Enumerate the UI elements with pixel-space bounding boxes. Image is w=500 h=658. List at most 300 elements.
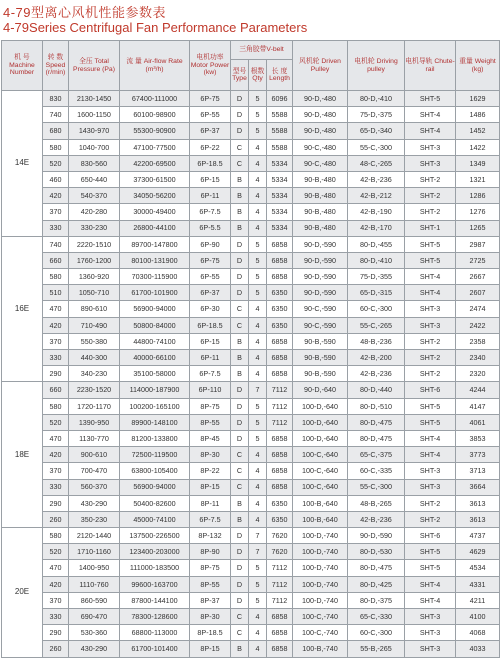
table-cell: 2987 [456, 236, 500, 252]
table-cell: 78300-128600 [120, 609, 190, 625]
table-cell: 50400-82600 [120, 495, 190, 511]
table-cell: 80-D,-410 [348, 91, 405, 107]
table-cell: 8P-90 [190, 544, 231, 560]
table-cell: 370 [43, 592, 69, 608]
table-cell: 4 [249, 350, 267, 366]
table-cell: 4 [249, 641, 267, 657]
table-row [2, 463, 500, 479]
table-cell: 4 [249, 625, 267, 641]
table-cell: 1321 [456, 171, 500, 187]
table-cell: 6P-11 [190, 188, 231, 204]
table-cell: 4 [249, 609, 267, 625]
table-cell: 330 [43, 479, 69, 495]
table-row [2, 511, 500, 527]
table-cell: 430-290 [69, 495, 120, 511]
table-cell: 5 [249, 252, 267, 268]
table-cell: 90-D,-480 [293, 91, 348, 107]
table-cell: D [231, 430, 249, 446]
table-cell: SHT-2 [405, 350, 456, 366]
table-cell: 5 [249, 236, 267, 252]
table-cell: 330 [43, 609, 69, 625]
table-cell: 8P-30 [190, 609, 231, 625]
table-cell: 2474 [456, 301, 500, 317]
table-cell: 90-B,-480 [293, 171, 348, 187]
table-cell: 8P-22 [190, 463, 231, 479]
table-cell: 420 [43, 576, 69, 592]
machine-number-cell: 18E [2, 382, 43, 528]
table-cell: 860-590 [69, 592, 120, 608]
table-cell: 90-D,-480 [293, 123, 348, 139]
table-cell: 1710-1160 [69, 544, 120, 560]
table-cell: 440-300 [69, 350, 120, 366]
table-cell: 34050-56200 [120, 188, 190, 204]
table-cell: 100-D,-640 [293, 398, 348, 414]
table-cell: SHT-4 [405, 592, 456, 608]
table-cell: 1760-1200 [69, 252, 120, 268]
table-cell: C [231, 463, 249, 479]
table-cell: SHT-3 [405, 625, 456, 641]
table-row [2, 333, 500, 349]
table-cell: 40000-66100 [120, 350, 190, 366]
table-cell: 1130-770 [69, 430, 120, 446]
table-row [2, 123, 500, 139]
table-cell: B [231, 366, 249, 382]
table-cell: 1050-710 [69, 285, 120, 301]
table-cell: SHT-5 [405, 560, 456, 576]
table-cell: D [231, 91, 249, 107]
table-cell: 50800-84000 [120, 317, 190, 333]
table-cell: 30000-49400 [120, 204, 190, 220]
table-cell: 5 [249, 576, 267, 592]
table-row [2, 447, 500, 463]
table-cell: 470 [43, 560, 69, 576]
table-cell: 80-D,-510 [348, 398, 405, 414]
table-cell: 100-C,-640 [293, 479, 348, 495]
header-length: 长 度 Length [267, 60, 293, 91]
table-cell: 90-D,-590 [293, 236, 348, 252]
table-cell: 80-D,-530 [348, 544, 405, 560]
table-row [2, 204, 500, 220]
table-cell: 5 [249, 430, 267, 446]
table-cell: 60-C,-300 [348, 301, 405, 317]
table-cell: 8P-30 [190, 447, 231, 463]
table-cell: 61700-101400 [120, 641, 190, 657]
table-row [2, 609, 500, 625]
table-cell: 1286 [456, 188, 500, 204]
table-row [2, 495, 500, 511]
table-cell: SHT-3 [405, 317, 456, 333]
table-cell: 330-230 [69, 220, 120, 236]
table-cell: 60-C,-300 [348, 625, 405, 641]
table-cell: 290 [43, 625, 69, 641]
table-cell: 4100 [456, 609, 500, 625]
table-cell: 100-D,-740 [293, 528, 348, 544]
table-cell: D [231, 236, 249, 252]
table-cell: 6350 [267, 511, 293, 527]
table-cell: 370 [43, 463, 69, 479]
table-cell: 470 [43, 301, 69, 317]
table-cell: D [231, 123, 249, 139]
table-cell: 530-360 [69, 625, 120, 641]
table-cell: 80-D,-425 [348, 576, 405, 592]
table-cell: 55-C,-300 [348, 139, 405, 155]
table-cell: 87800-144100 [120, 592, 190, 608]
table-cell: 2725 [456, 252, 500, 268]
table-cell: 2220-1510 [69, 236, 120, 252]
table-row [2, 592, 500, 608]
header-machine: 机 号 Machine Number [2, 41, 43, 91]
table-cell: 44800-74100 [120, 333, 190, 349]
table-cell: C [231, 317, 249, 333]
table-cell: 42-B,-190 [348, 204, 405, 220]
table-row [2, 398, 500, 414]
table-cell: 8P-15 [190, 641, 231, 657]
table-cell: 6P-75 [190, 252, 231, 268]
table-row [2, 382, 500, 398]
table-cell: 100-B,-640 [293, 495, 348, 511]
table-cell: SHT-2 [405, 366, 456, 382]
table-cell: 5 [249, 285, 267, 301]
table-cell: 70300-115900 [120, 269, 190, 285]
table-cell: 430-290 [69, 641, 120, 657]
table-cell: 4 [249, 188, 267, 204]
table-cell: 90-B,-480 [293, 204, 348, 220]
table-cell: 56900-94000 [120, 479, 190, 495]
table-cell: 6858 [267, 236, 293, 252]
table-cell: 5 [249, 91, 267, 107]
table-cell: D [231, 414, 249, 430]
table-cell: 370 [43, 333, 69, 349]
header-chute: 电机导轨 Chute-rail [405, 41, 456, 91]
table-cell: 4534 [456, 560, 500, 576]
table-cell: 8P-75 [190, 398, 231, 414]
table-cell: 6P-75 [190, 91, 231, 107]
table-cell: SHT-4 [405, 576, 456, 592]
table-cell: 290 [43, 366, 69, 382]
table-cell: 81200-133800 [120, 430, 190, 446]
table-cell: 6858 [267, 447, 293, 463]
table-cell: 6P-5.5 [190, 220, 231, 236]
table-cell: 5 [249, 560, 267, 576]
table-row [2, 430, 500, 446]
table-cell: 42-B,-200 [348, 350, 405, 366]
table-cell: C [231, 625, 249, 641]
table-cell: 4068 [456, 625, 500, 641]
table-cell: 42-B,-170 [348, 220, 405, 236]
table-cell: C [231, 609, 249, 625]
table-cell: 100-D,-740 [293, 560, 348, 576]
table-cell: 1040-700 [69, 139, 120, 155]
table-cell: 7620 [267, 528, 293, 544]
table-cell: 540-370 [69, 188, 120, 204]
table-cell: 330 [43, 350, 69, 366]
table-cell: 6858 [267, 269, 293, 285]
table-cell: 6P-11 [190, 350, 231, 366]
table-cell: 6P-7.5 [190, 204, 231, 220]
table-cell: 90-D,-590 [293, 252, 348, 268]
table-cell: 4 [249, 479, 267, 495]
table-cell: 6858 [267, 641, 293, 657]
table-cell: SHT-4 [405, 285, 456, 301]
table-cell: SHT-5 [405, 414, 456, 430]
table-cell: SHT-2 [405, 204, 456, 220]
table-cell: 68800-113000 [120, 625, 190, 641]
table-cell: B [231, 511, 249, 527]
table-cell: D [231, 592, 249, 608]
table-cell: 1276 [456, 204, 500, 220]
table-cell: 60100-98900 [120, 107, 190, 123]
table-cell: 60-C,-335 [348, 463, 405, 479]
table-cell: 90-D,-590 [348, 528, 405, 544]
table-cell: 680 [43, 123, 69, 139]
table-cell: 7 [249, 528, 267, 544]
table-cell: D [231, 544, 249, 560]
table-cell: 2667 [456, 269, 500, 285]
table-cell: 42-B,-236 [348, 171, 405, 187]
table-cell: 4331 [456, 576, 500, 592]
table-cell: 80-D,-475 [348, 430, 405, 446]
table-row [2, 91, 500, 107]
table-cell: 6350 [267, 317, 293, 333]
table-cell: 7 [249, 544, 267, 560]
table-cell: 5334 [267, 204, 293, 220]
table-cell: SHT-4 [405, 269, 456, 285]
header-driven: 风机轮 Driven Pulley [293, 41, 348, 91]
table-cell: 61700-101900 [120, 285, 190, 301]
table-cell: 710-490 [69, 317, 120, 333]
table-cell: 6858 [267, 366, 293, 382]
table-cell: 100-D,-640 [293, 414, 348, 430]
table-cell: 830 [43, 91, 69, 107]
table-row [2, 139, 500, 155]
table-cell: 100200-165100 [120, 398, 190, 414]
table-cell: 80-D,-455 [348, 236, 405, 252]
table-cell: 660 [43, 382, 69, 398]
table-cell: 100-D,-740 [293, 576, 348, 592]
table-cell: 260 [43, 511, 69, 527]
table-cell: 5334 [267, 188, 293, 204]
table-row [2, 236, 500, 252]
table-cell: 6858 [267, 333, 293, 349]
table-cell: 740 [43, 236, 69, 252]
table-cell: D [231, 252, 249, 268]
table-cell: 100-C,-640 [293, 463, 348, 479]
table-cell: B [231, 495, 249, 511]
table-cell: 6P-30 [190, 301, 231, 317]
table-row [2, 414, 500, 430]
table-cell: 42-B,-236 [348, 366, 405, 382]
table-cell: 48-B,-236 [348, 333, 405, 349]
table-cell: 1390-950 [69, 414, 120, 430]
table-cell: SHT-3 [405, 301, 456, 317]
table-cell: 3613 [456, 495, 500, 511]
table-cell: 290 [43, 495, 69, 511]
table-cell: 6858 [267, 479, 293, 495]
table-cell: 6P-37 [190, 123, 231, 139]
table-cell: 4033 [456, 641, 500, 657]
table-cell: 550-380 [69, 333, 120, 349]
table-cell: SHT-5 [405, 544, 456, 560]
table-cell: 72500-119500 [120, 447, 190, 463]
table-cell: C [231, 447, 249, 463]
table-cell: D [231, 576, 249, 592]
table-cell: 4 [249, 333, 267, 349]
table-cell: 6P-7.5 [190, 511, 231, 527]
table-cell: 5 [249, 269, 267, 285]
table-row [2, 188, 500, 204]
table-cell: 114000-187900 [120, 382, 190, 398]
table-cell: 1349 [456, 155, 500, 171]
table-cell: 90-B,-590 [293, 350, 348, 366]
table-cell: SHT-3 [405, 155, 456, 171]
table-cell: 5334 [267, 220, 293, 236]
table-cell: B [231, 171, 249, 187]
table-cell: 260 [43, 641, 69, 657]
table-cell: 6096 [267, 91, 293, 107]
machine-number-cell: 14E [2, 91, 43, 237]
table-cell: 1360-920 [69, 269, 120, 285]
table-cell: 90-B,-590 [293, 366, 348, 382]
table-cell: 700-470 [69, 463, 120, 479]
table-cell: 7112 [267, 382, 293, 398]
table-cell: 26800-44100 [120, 220, 190, 236]
table-cell: 520 [43, 544, 69, 560]
table-cell: 90-C,-480 [293, 155, 348, 171]
table-row [2, 560, 500, 576]
table-cell: 7112 [267, 560, 293, 576]
header-vbelt: 三角胶带V-belt [231, 41, 293, 60]
table-cell: D [231, 382, 249, 398]
table-cell: 100-D,-740 [293, 544, 348, 560]
table-cell: 650-440 [69, 171, 120, 187]
table-cell: 6P-55 [190, 269, 231, 285]
table-cell: 89700-147800 [120, 236, 190, 252]
performance-table [1, 40, 500, 658]
table-cell: 90-D,-590 [293, 285, 348, 301]
table-cell: 47100-77500 [120, 139, 190, 155]
table-cell: 1452 [456, 123, 500, 139]
table-cell: 6858 [267, 252, 293, 268]
table-row [2, 252, 500, 268]
table-cell: 65-D,-340 [348, 123, 405, 139]
table-cell: 111000-183500 [120, 560, 190, 576]
table-row [2, 171, 500, 187]
table-cell: 5 [249, 107, 267, 123]
table-cell: 48-B,-265 [348, 495, 405, 511]
table-cell: 4 [249, 447, 267, 463]
table-cell: 4 [249, 317, 267, 333]
table-cell: 2130-1450 [69, 91, 120, 107]
table-cell: 7112 [267, 576, 293, 592]
table-cell: SHT-4 [405, 123, 456, 139]
table-cell: 2120-1440 [69, 528, 120, 544]
table-cell: 4 [249, 301, 267, 317]
table-cell: 1600-1150 [69, 107, 120, 123]
table-cell: B [231, 641, 249, 657]
table-cell: 520 [43, 155, 69, 171]
table-cell: SHT-2 [405, 188, 456, 204]
table-row [2, 641, 500, 657]
table-cell: D [231, 528, 249, 544]
table-cell: 4 [249, 220, 267, 236]
table-cell: 8P-55 [190, 414, 231, 430]
table-cell: 137500-226500 [120, 528, 190, 544]
machine-number-cell: 16E [2, 236, 43, 382]
table-cell: 8P-75 [190, 560, 231, 576]
table-cell: SHT-5 [405, 91, 456, 107]
table-cell: 3713 [456, 463, 500, 479]
table-cell: 6350 [267, 495, 293, 511]
table-cell: 420 [43, 188, 69, 204]
table-row [2, 350, 500, 366]
table-cell: 6858 [267, 625, 293, 641]
table-cell: 1110-760 [69, 576, 120, 592]
table-cell: 6P-37 [190, 285, 231, 301]
table-cell: 6P-15 [190, 171, 231, 187]
table-cell: 580 [43, 139, 69, 155]
header-qty: 根数 Qty [249, 60, 267, 91]
table-row [2, 301, 500, 317]
table-cell: 420-280 [69, 204, 120, 220]
table-cell: 37300-61500 [120, 171, 190, 187]
table-cell: 80-D,-410 [348, 252, 405, 268]
table-cell: 6P-18.5 [190, 155, 231, 171]
table-cell: 2320 [456, 366, 500, 382]
table-cell: 890-610 [69, 301, 120, 317]
table-cell: 67400-111000 [120, 91, 190, 107]
table-cell: 90-C,-590 [293, 317, 348, 333]
header-motor: 电机功率 Motor Power (kw) [190, 41, 231, 91]
table-cell: 6P-18.5 [190, 317, 231, 333]
table-cell: 75-D,-375 [348, 107, 405, 123]
table-cell: 1265 [456, 220, 500, 236]
table-row [2, 107, 500, 123]
table-cell: D [231, 560, 249, 576]
header-pressure: 全压 Total Pressure (Pa) [69, 41, 120, 91]
table-cell: 8P-45 [190, 430, 231, 446]
table-cell: 3853 [456, 430, 500, 446]
table-cell: 420 [43, 447, 69, 463]
table-cell: 8P-15 [190, 479, 231, 495]
table-cell: SHT-5 [405, 236, 456, 252]
table-cell: SHT-6 [405, 382, 456, 398]
table-cell: 470 [43, 430, 69, 446]
table-cell: 100-B,-740 [293, 641, 348, 657]
table-cell: 830-560 [69, 155, 120, 171]
table-cell: 460 [43, 171, 69, 187]
table-cell: SHT-3 [405, 139, 456, 155]
table-cell: 4244 [456, 382, 500, 398]
header-type: 型号 Type [231, 60, 249, 91]
table-cell: 3613 [456, 511, 500, 527]
table-cell: SHT-6 [405, 528, 456, 544]
table-cell: 89900-148100 [120, 414, 190, 430]
table-cell: 90-B,-480 [293, 220, 348, 236]
table-cell: 99600-163700 [120, 576, 190, 592]
header-flow: 流 量 Air-flow Rate (m³/h) [120, 41, 190, 91]
table-cell: SHT-5 [405, 398, 456, 414]
table-cell: 100-C,-640 [293, 447, 348, 463]
table-cell: 330 [43, 220, 69, 236]
table-cell: D [231, 398, 249, 414]
table-cell: B [231, 220, 249, 236]
table-cell: 100-D,-740 [293, 592, 348, 608]
table-cell: 1629 [456, 91, 500, 107]
table-cell: 7620 [267, 544, 293, 560]
table-cell: 1720-1170 [69, 398, 120, 414]
table-cell: 1486 [456, 107, 500, 123]
table-cell: 80-D,-475 [348, 414, 405, 430]
